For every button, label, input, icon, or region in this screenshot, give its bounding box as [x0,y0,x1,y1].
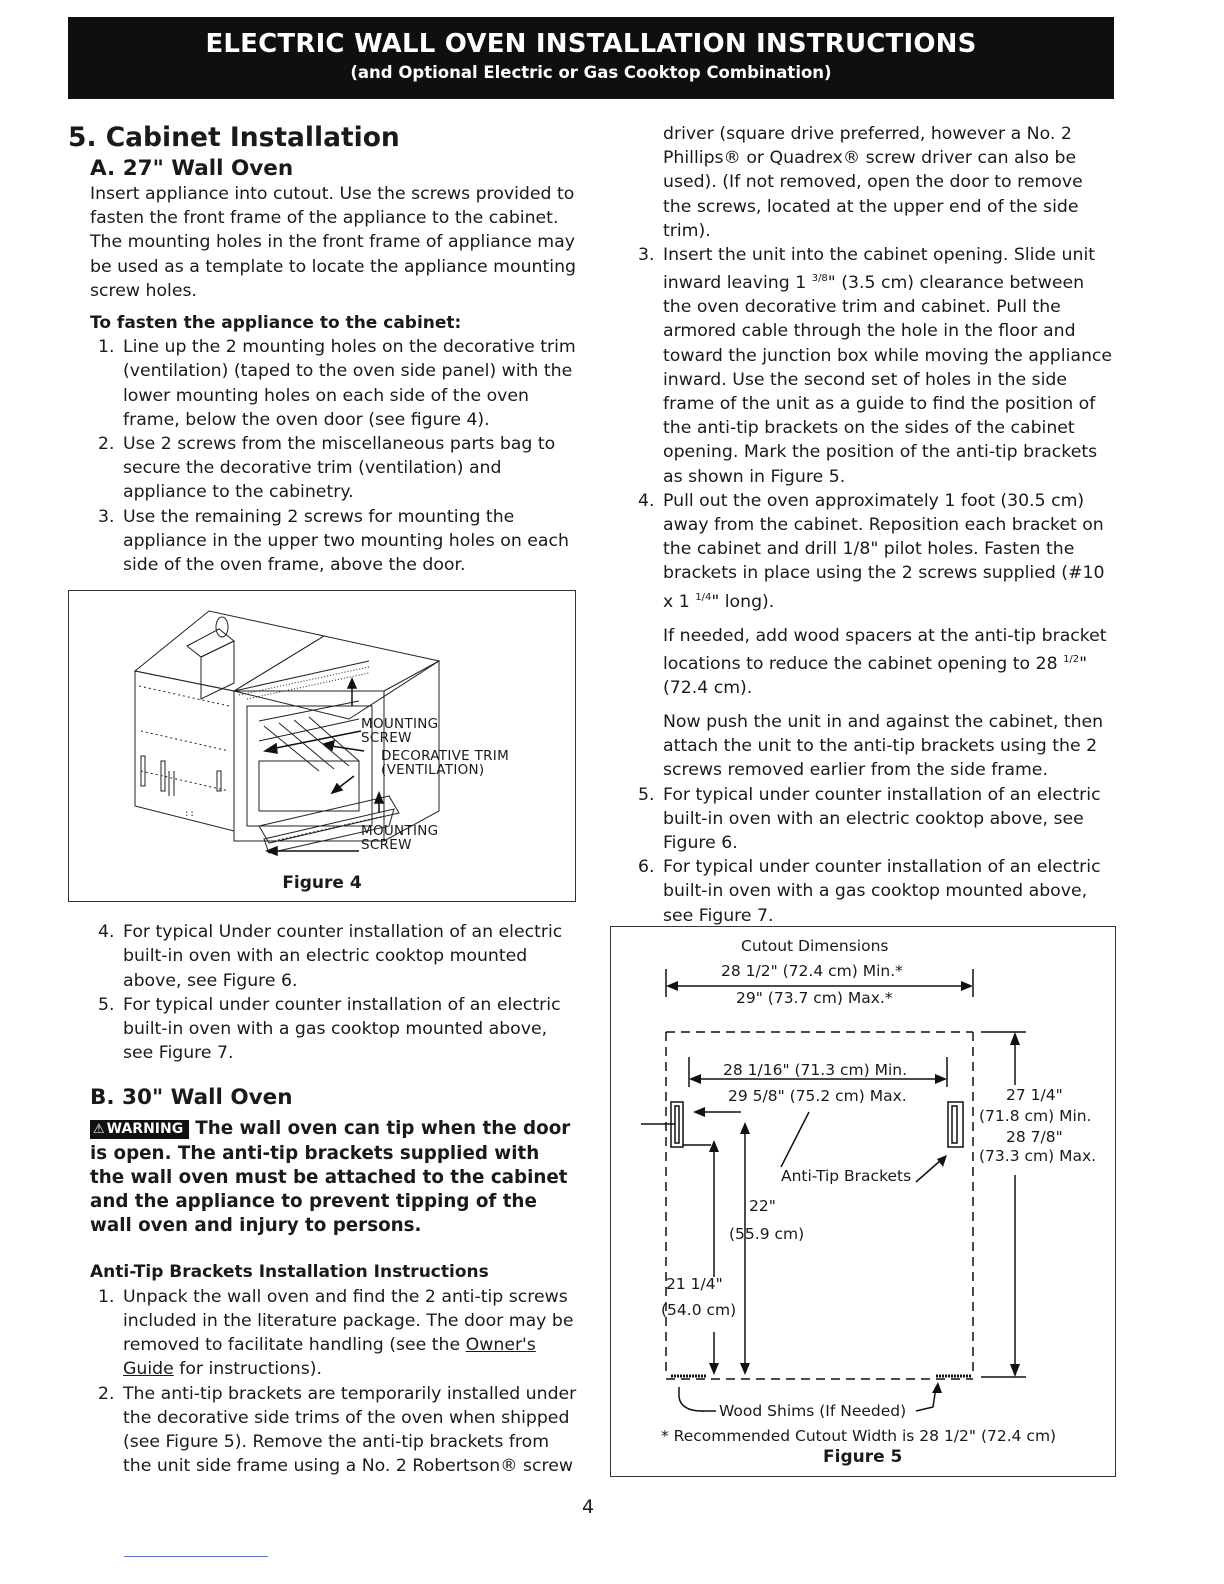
document-subtitle: (and Optional Electric or Gas Cooktop Combination) [350,63,832,82]
page-number: 4 [582,1496,595,1518]
oven-illustration [69,591,577,903]
push-paragraph: Now push the unit in and against the cabinet, then attach the unit to the anti-tip brackets using the 2 screws removed earlier from the side frame. [663,711,1104,781]
list-item: 2. The anti-tip brackets are temporarily installed under the decorative side trims of the oven when shipped (see Figure 5). Remove the anti-tip brackets from the unit side frame using a No. 2 Robertson® screw [98,1383,577,1477]
owners-guide-reference: Owner's Guide [123,1335,536,1380]
list-item: 3. Use the remaining 2 screws for mounting the appliance in the upper two mounting holes on each side of the oven frame, above the door. [98,506,569,576]
figure4-label-decorative-trim: DECORATIVE TRIM (VENTILATION) [381,748,510,779]
list-item: 5. For typical under counter installation of an electric built-in oven with a gas cooktop mounted above, see Figure 7. [98,994,561,1064]
final-steps [630,783,1116,928]
list-item: 4. For typical Under counter installation of an electric built-in oven with an electric cooktop mounted above, see Figure 6. [98,922,563,991]
figure5-title: Cutout Dimensions [741,937,889,955]
figure-4 [68,590,576,902]
figure5-depth-21: 21 1/4" [666,1275,723,1293]
figure4-label-mounting-screw-top: MOUNTING SCREW [361,716,439,747]
left-column [68,122,578,1478]
fasten-heading: To fasten the appliance to the cabinet: [90,313,462,334]
figure5-depth-22: 22" [749,1197,776,1215]
antitip-heading: Anti-Tip Brackets Installation Instructions [90,1262,489,1283]
figure5-height-min-metric: (71.8 cm) Min. [979,1107,1092,1125]
warning-triangle-icon: ⚠ [93,1122,105,1138]
warning-text: The wall oven can tip when the door is open. The anti-tip brackets supplied with the wall oven must be attached to the cabinet and the appliance to prevent tipping of the wall oven and injury to persons. [90,1118,571,1237]
figure4-caption: Figure 4 [282,873,362,894]
install-steps-cont [90,920,578,1065]
list-item: 3. Insert the unit into the cabinet opening. Slide unit inward leaving 1 $^{3/8}$" (3.5 cm) clearance between the oven decorative trim and cabinet. Pull the armored cable through the hole in the floor and toward the junction box while moving the appliance inward. Use the second set of holes in the side frame of the unit as a guide to find the position of the anti-tip brackets on the sides of the cabinet opening. Mark the position of the anti-tip brackets as shown in Figure 5. [638,245,1113,487]
list-item: 1. Line up the 2 mounting holes on the decorative trim (ventilation) (taped to the oven side panel) with the lower mounting holes on each side of the oven frame, below the oven door (see figure 4). [98,337,576,430]
antitip-steps-cont [630,243,1116,614]
figure5-height-max-metric: (73.3 cm) Max. [979,1147,1097,1165]
subsection-a-title: A. 27" Wall Oven [90,156,294,181]
warning-block [90,1117,578,1238]
antitip-steps [90,1285,578,1479]
figure-5 [610,926,1116,1477]
figure5-width-max: 29" (73.7 cm) Max.* [736,989,893,1007]
subsection-b-title: B. 30" Wall Oven [90,1085,293,1111]
figure5-inner-min: 28 1/16" (71.3 cm) Min. [723,1061,908,1079]
list-item: 4. Pull out the oven approximately 1 foot (30.5 cm) away from the cabinet. Reposition each bracket on the cabinet and drill 1/8" pilot holes. Fasten the brackets in place using the 2 screws supplied (#10 x 1 $^{1/4}$" long). [638,490,1105,612]
list-item: 1. Unpack the wall oven and find the 2 anti-tip screws included in the literature package. The door may be removed to facilitate handling (see the Owner's Guide for instructions). [98,1286,574,1380]
figure4-label-mounting-screw-bottom: MOUNTING SCREW [361,823,439,854]
spacers-paragraph: If needed, add wood spacers at the anti-tip bracket locations to reduce the cabinet opening to 28 $^{1/2}$" (72.4 cm). [663,625,1107,698]
figure5-depth-22-metric: (55.9 cm) [729,1225,805,1243]
subsection-a-intro: Insert appliance into cutout. Use the screws provided to fasten the front frame of the appliance to the cabinet. The mounting holes in the front frame of appliance may be used as a template to locate the appliance mounting screw holes. [90,184,576,301]
list-item: 6. For typical under counter installation of an electric built-in oven with a gas cooktop mounted above, see Figure 7. [638,857,1101,926]
right-column [640,122,1116,928]
figure5-anti-tip-label: Anti-Tip Brackets [781,1167,912,1185]
document-title: ELECTRIC WALL OVEN INSTALLATION INSTRUCTIONS [205,29,977,59]
figure5-width-min: 28 1/2" (72.4 cm) Min.* [721,962,903,980]
cutout-dimensions-diagram [611,927,1117,1478]
figure5-caption: Figure 5 [823,1447,903,1467]
figure5-wood-shims: Wood Shims (If Needed) [719,1402,907,1420]
list-item: 5. For typical under counter installation of an electric built-in oven with an electric cooktop above, see Figure 6. [638,784,1101,853]
section-title: 5. Cabinet Installation [68,122,400,153]
figure5-inner-max: 29 5/8" (75.2 cm) Max. [728,1087,907,1105]
figure5-depth-21-metric: (54.0 cm) [661,1301,737,1319]
list-item: 2. Use 2 screws from the miscellaneous parts bag to secure the decorative trim (ventilation) and appliance to the cabinetry. [98,434,556,503]
figure5-height-min-value: 27 1/4" [1006,1086,1063,1104]
svg-text:::: :: [184,809,195,820]
header-banner [68,17,1114,99]
figure5-height-max-value: 28 7/8" [1006,1128,1063,1146]
footer-line [124,1556,268,1557]
warning-badge: ⚠ WARNING [90,1120,189,1139]
fasten-steps [90,335,578,577]
figure5-note: * Recommended Cutout Width is 28 1/2" (72.4 cm) [661,1427,1057,1445]
step2-continuation: driver (square drive preferred, however a No. 2 Phillips® or Quadrex® screw driver can also be used). (If not removed, open the door to remove the screws, located at the upper end of the side trim). [663,124,1083,241]
